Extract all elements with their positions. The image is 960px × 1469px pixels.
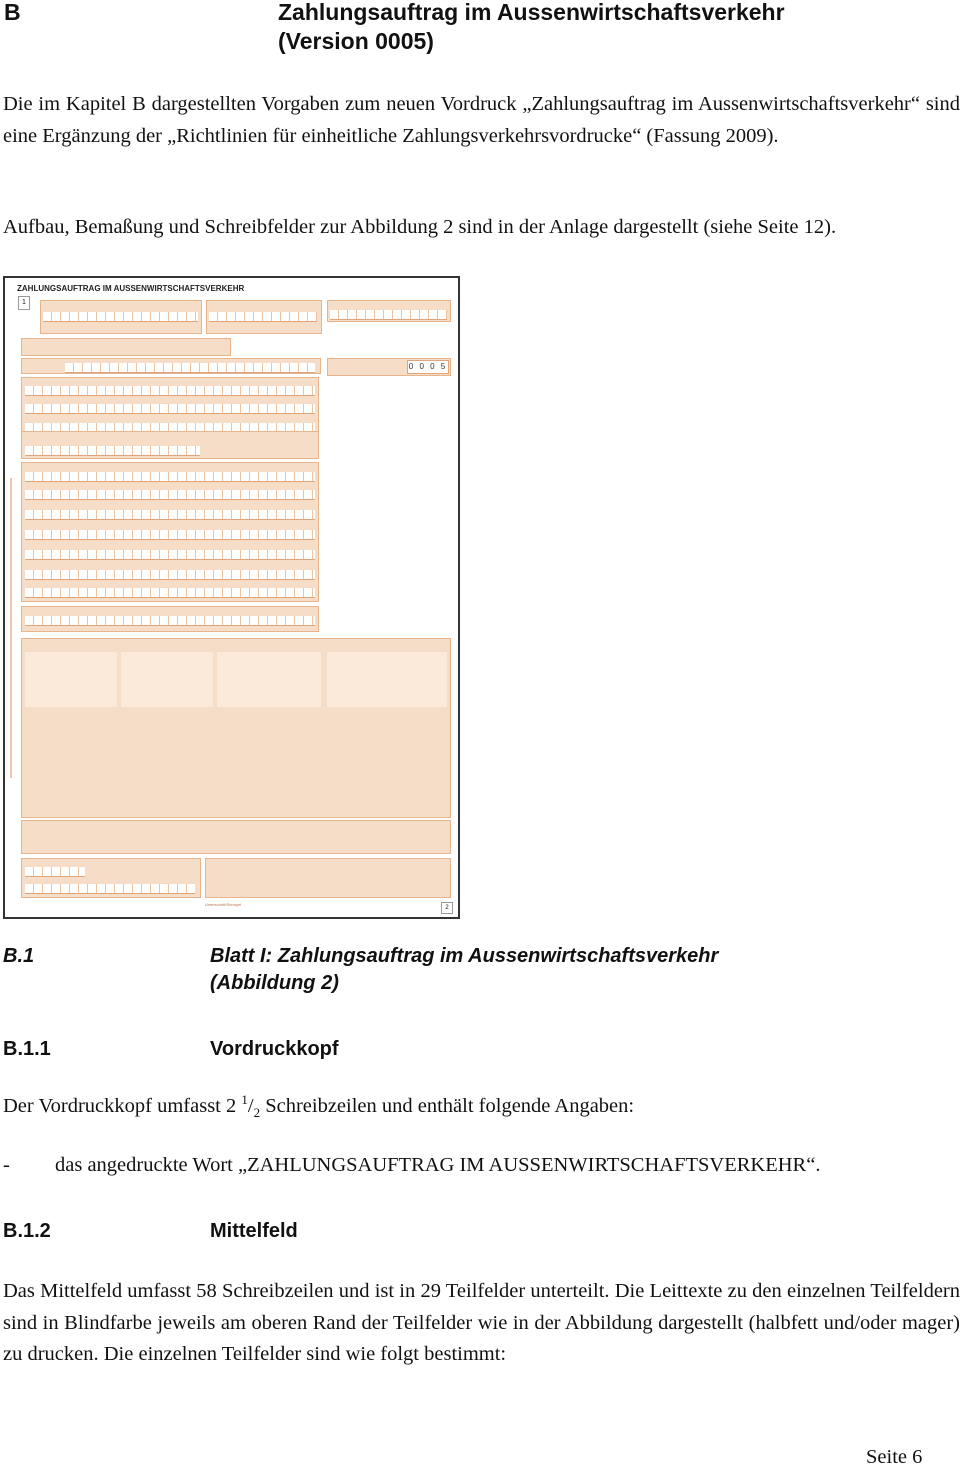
form-cells xyxy=(209,312,317,322)
b11-fraction-denominator: 2 xyxy=(253,1105,261,1121)
form-cells xyxy=(25,386,315,396)
form-cells xyxy=(25,588,315,598)
form-cells xyxy=(25,446,200,456)
chapter-letter: B xyxy=(4,0,21,25)
section-b12-number: B.1.2 xyxy=(3,1220,51,1242)
form-field-meldungen-inner xyxy=(25,652,117,707)
form-side-line xyxy=(10,478,12,778)
form-field-meldungen-inner xyxy=(217,652,321,707)
form-version-box: 0 0 0 5 xyxy=(407,360,449,374)
form-field-unterschrift xyxy=(205,858,451,898)
b11-fraction-separator: / xyxy=(247,1095,254,1117)
section-b1-number: B.1 xyxy=(3,945,35,967)
form-cells xyxy=(25,490,315,500)
form-cells xyxy=(65,363,315,373)
b11-bullet-dash: - xyxy=(3,1154,10,1176)
intro-paragraph-2: Aufbau, Bemaßung und Schreibfelder zur Abbildung 2 sind in der Anlage dargestellt (siehe Seite 12). xyxy=(3,216,837,238)
section-b11-title: Vordruckkopf xyxy=(210,1038,339,1060)
form-cells xyxy=(25,884,195,894)
section-b1-title-line2: (Abbildung 2) xyxy=(210,972,339,994)
chapter-title-line2: (Version 0005) xyxy=(278,28,434,54)
form-field-hinweise xyxy=(21,820,451,854)
page-number: Seite 6 xyxy=(866,1446,923,1468)
form-field-zahlung xyxy=(21,338,231,356)
form-cells xyxy=(25,570,315,580)
b11-text-pre: Der Vordruckkopf umfasst 2 xyxy=(3,1095,237,1117)
intro-paragraph-1: Die im Kapitel B dargestellten Vorgaben zum neuen Vordruck „Zahlungsauftrag im Aussenwirtschaftsverkehr“ sind eine Ergänzung der „Richtlinien für einheitliche Zahlungsverkehrsvordrucke“ (Fassung 2009). xyxy=(3,93,960,147)
form-cells xyxy=(330,310,447,320)
section-b1-title-line1: Blatt I: Zahlungsauftrag im Aussenwirtschaftsverkehr xyxy=(210,945,719,967)
b11-fraction-numerator: 1 xyxy=(241,1092,248,1108)
form-cells xyxy=(25,867,85,877)
section-b11-paragraph xyxy=(3,1092,635,1121)
form-illustration xyxy=(3,276,460,919)
form-cells xyxy=(25,616,315,626)
form-title: ZAHLUNGSAUFTRAG IM AUSSENWIRTSCHAFTSVERKEHR xyxy=(17,284,245,293)
b11-text-post: Schreibzeilen und enthält folgende Angaben: xyxy=(265,1095,635,1117)
form-cells xyxy=(25,510,315,520)
form-cells xyxy=(25,404,315,414)
chapter-title-line1: Zahlungsauftrag im Aussenwirtschaftsverkehr xyxy=(278,0,785,25)
form-cells xyxy=(25,550,315,560)
form-field-meldungen-inner xyxy=(121,652,213,707)
form-field-meldungen-inner xyxy=(327,652,447,707)
section-b11-number: B.1.1 xyxy=(3,1038,51,1060)
form-sheet-number: 1 xyxy=(18,296,30,310)
b11-bullet-text: das angedruckte Wort „ZAHLUNGSAUFTRAG IM AUSSENWIRTSCHAFTSVERKEHR“. xyxy=(55,1154,821,1176)
section-b12-title: Mittelfeld xyxy=(210,1220,298,1242)
form-label-unterschrift: Unterschrift/Stempel xyxy=(205,902,242,907)
form-cells xyxy=(25,530,315,540)
form-cells xyxy=(43,312,198,322)
form-cells xyxy=(25,472,315,482)
form-page-marker: 2 xyxy=(441,902,453,914)
section-b12-paragraph: Das Mittelfeld umfasst 58 Schreibzeilen und ist in 29 Teilfelder unterteilt. Die Leittexte zu den einzelnen Teilfeldern sind in Blindfarbe jeweils am oberen Rand der Teilfelder wie in der Abbildung dargestellt (halbfett und/oder mager) zu drucken. Die einzelnen Teilfelder sind wie folgt bestimmt: xyxy=(3,1280,960,1365)
